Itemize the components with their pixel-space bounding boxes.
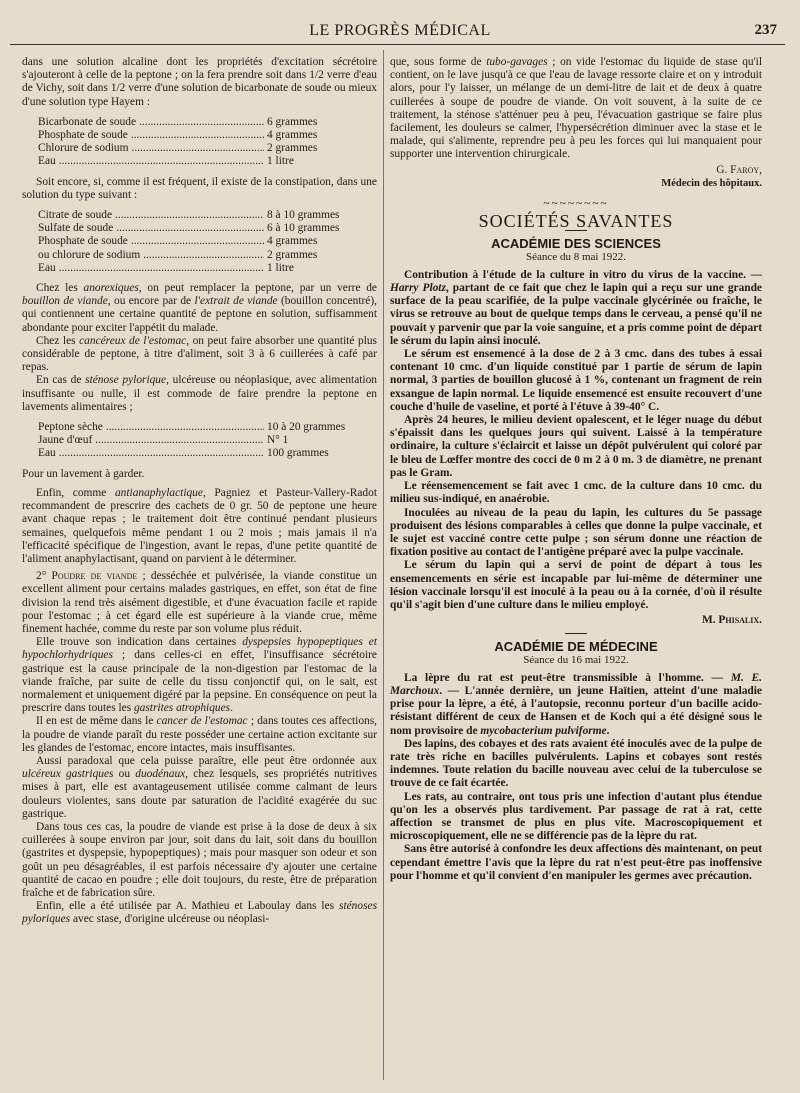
paragraph: 2° Poudre de viande ; desséchée et pulvérisée, la viande constitue un excellent aliment pour certains malades gastriques, en effet, son état de fine division la rend très aisément digestible, et d'une évacuation facile et rapide pour l'estomac ; à cet égard elle est supérieure à la viande crue, même finement hachée, comme du reste par son volume plus réduit. — [22, 570, 377, 635]
paragraph: Le sérum du lapin qui a servi de point de départ à tous les ensemencements en série est incapable par lui-même de déterminer une lésion vaccinale lorsqu'il est inoculé à la peau ou à la cornée, d'où il résulte qu'il s'agit bien d'une culture dans le milieu employé. — [390, 559, 762, 611]
author-signature: G. Faroy, — [716, 163, 762, 176]
paragraph: Les rats, au contraire, ont tous pris une infection d'autant plus étendue qu'on les a observés plus tardivement. Par passage de rat à rat, cette affection se transmet de plus en plus vite. Macroscopiquement et microscopiquement, elle ne se différencie pas de la lèpre du rat. — [390, 790, 762, 843]
recipe-row: Phosphate de soude ..... 4 grammes — [38, 235, 377, 248]
recipe-row: Citrate de soude ..... 8 à 10 grammes — [38, 209, 377, 222]
recipe-row: Sulfate de soude ..... 6 à 10 grammes — [38, 222, 377, 235]
paragraph: Aussi paradoxal que cela puisse paraître, elle peut être ordonnée aux ulcéreux gastriques ou duodénaux, chez lesquels, ses propriétés nutritives mises à part, elle est avantageusement utilisée comme calmant de leurs douleurs violentes, sans doute par saturation de l'acidité exagérée du suc gastrique. — [22, 754, 377, 820]
recipe-row: Eau ..... 1 litre — [38, 262, 377, 275]
recipe-row: Eau ..... 1 litre — [38, 155, 377, 168]
recipe-table — [38, 209, 377, 275]
academy-heading: ACADÉMIE DE MÉDECINE — [494, 639, 658, 655]
paragraph: Des lapins, des cobayes et des rats avaient été inoculés avec de la pulpe de rate très riche en bacilles pulvérulents. Lapins et cobayes sont restés indemnes. Toute relation du bacille nouveau avec celui de la tuberculose se trouve de ce fait écartée. — [390, 737, 762, 790]
column-divider — [383, 50, 384, 1080]
paragraph: En cas de sténose pylorique, ulcéreuse ou néoplasique, avec alimentation insuffisante ou nulle, il est commode de faire prendre la peptone en lavements alimentaires ; — [22, 374, 377, 413]
ornament-separator: ~~~~~~~~ — [543, 198, 609, 211]
paragraph: dans une solution alcaline dont les propriétés d'excitation sécrétoire s'ajouteront à celle de la peptone ; on la fera prendre soit dans 1/2 verre d'eau de Vichy, soit dans 1/2 verre d'une solution de bicarbonate de soude ou mieux d'une solution type Hayem : — [22, 56, 377, 108]
recipe-table — [38, 116, 377, 169]
academy-heading: ACADÉMIE DES SCIENCES — [491, 236, 661, 252]
paragraph: Le sérum est ensemencé à la dose de 2 à 3 cmc. dans des tubes à essai contenant 10 cmc. d'un liquide constitué par 1 partie de sérum de lapin normal, 3 parties de bouillon glucosé à 1 %, contenant un fragment de rein exsangue de lapin normal. Le liquide ensemencé est ensuite recouvert d'une couche d'huile de vaseline, et porté à l'étuve à 39-40° C. — [390, 348, 762, 413]
recipe-row: Peptone sèche ..... 10 à 20 grammes — [38, 421, 377, 434]
recipe-row: Eau ..... 100 grammes — [38, 447, 377, 460]
recipe-row: Phosphate de soude ..... 4 grammes — [38, 129, 377, 142]
recipe-row: Jaune d'œuf ..... N° 1 — [38, 434, 377, 447]
paragraph: que, sous forme de tubo-gavages ; on vide l'estomac du liquide de stase qu'il contient, on le lave jusqu'à ce que l'eau de lavage ressorte claire et on y introduit alors, pour l'y laisser, un mélange de un demi-litre de lait et de deux à quatre cuillerées à soupe de poudre de viande. On voit souvent, à la suite de ce traitement, la sténose s'atténuer peu à peu, l'évacuation gastrique se faire plus facilement, les douleurs se calmer, l'hypersécrétion diminuer avec la stase et le malade, qui s'alimente, reprendre peu à peu les forces qui lui manquaient pour supporter une intervention chirurgicale. — [390, 56, 762, 161]
recipe-table — [38, 421, 377, 461]
paragraph: Après 24 heures, le milieu devient opalescent, et le léger nuage du début s'épaissit dans les quelques jours qui suivent. Laissé à la température ordinaire, la culture s'éclaircit et laisse un dépôt pulvérulent qui coloré par le bleu de Lœffer montre des cocci de 0 m 2 à 0 m. 3 de diamètre, ne prenant pas le Gram. — [390, 414, 762, 479]
page-header — [15, 22, 785, 44]
paragraph: Contribution à l'étude de la culture in vitro du virus de la vaccine. — Harry Plotz, partant de ce fait que chez le lapin qui a reçu sur une grande surface de la peau scarifiée, de la pulpe vaccinale glycérinée ou fraîche, le virus se retrouve au bout de quelque temps dans le cerveau, a pensé qu'il ne pouvait y parvenir que par la voie sanguine, et a pris comme point de départ le sérum du lapin ainsi inoculé. — [390, 268, 762, 347]
left-column — [22, 56, 377, 927]
recipe-row: Bicarbonate de soude ..... 6 grammes — [38, 116, 377, 129]
journal-title: LE PROGRÈS MÉDICAL — [309, 22, 491, 39]
paragraph: Enfin, elle a été utilisée par A. Mathieu et Laboulay dans les sténoses pyloriques avec stase, d'origine ulcéreuse ou néoplasi- — [22, 900, 377, 926]
page-number: 237 — [754, 22, 777, 38]
session-date: Séance du 16 mai 1922. — [523, 653, 629, 666]
paragraph: La lèpre du rat est peut-être transmissible à l'homme. — M. E. Marchoux. — L'année dernière, un jeune Haïtien, atteint d'une maladie prise pour la lèpre, a été, à l'autopsie, reconnu porteur d'un bacille acido-résistant différent de ceux de Hansen et de Koch qui a été désigné sous le nom provisoire de mycobacterium pulviforme. — [390, 671, 762, 737]
paragraph: Il en est de même dans le cancer de l'estomac ; dans toutes ces affections, la poudre de viande paraît du reste posséder une certaine action excitante sur les glandes de l'estomac, encore intactes, mais insuffisantes. — [22, 715, 377, 754]
paragraph: Inoculées au niveau de la peau du lapin, les cultures du 5e passage produisent des lésions comparables à celles que donne la pulpe vaccinale, et le sujet est vacciné contre cette pulpe ; son sérum donne une réaction de fixation positive au contact de l'antigène préparé avec la pulpe vaccinale. — [390, 506, 762, 559]
header-rule — [10, 44, 785, 45]
paragraph: Dans tous ces cas, la poudre de viande est prise à la dose de deux à six cuillerées à soupe environ par jour, soit dans du lait, soit dans du bouillon (gastrites et dyspepsie, hypopeptiques) ; mais pour masquer son odeur et son goût un peu désagréables, il est parfois nécessaire d'y ajouter une certaine quantité de cacao en poudre ; elle doit toujours, du reste, être de préparation fraîche et de fabrication sûre. — [22, 820, 377, 899]
paragraph: Pour un lavement à garder. — [22, 467, 145, 480]
paragraph: Soit encore, si, comme il est fréquent, il existe de la constipation, dans une solution du type suivant : — [22, 175, 377, 201]
author-signature: M. Phisalix. — [701, 614, 762, 627]
paragraph: Enfin, comme antianaphylactique, Pagniez et Pasteur-Vallery-Radot recommandent de prescrire des cachets de 0 gr. 50 de peptone une heure avant chaque repas ; le traitement doit être continué pendant plusieurs semaines, quelquefois même pendant 1 ou 2 mois ; mais jamais il n'a l'efficacité spécifique de l'ingestion, avant le repas, d'une petite quantité de l'aliment anaphylactisant, quand on parvient à le déterminer. — [22, 486, 377, 565]
section-dash — [565, 633, 587, 634]
recipe-row: ou chlorure de sodium ..... 2 grammes — [38, 249, 377, 262]
recipe-row: Chlorure de sodium ..... 2 grammes — [38, 142, 377, 155]
paragraph: Sans être autorisé à confondre les deux affections dès maintenant, on peut cependant émettre l'avis que la lèpre du rat n'est peut-être pas inoffensive pour l'homme et qu'il convient d'en manipuler les germes avec précaution. — [390, 843, 762, 882]
paragraph: Chez les cancéreux de l'estomac, on peut faire absorber une quantité plus considérable de peptone, à titre d'aliment, soit 3 à 6 cuillerées à café par repas. — [22, 334, 377, 374]
paragraph: Le réensemencement se fait avec 1 cmc. de la culture dans 10 cmc. du milieu sus-indiqué, en anaérobie. — [390, 480, 762, 506]
right-column — [390, 56, 762, 883]
paragraph: Chez les anorexiques, on peut remplacer la peptone, par un verre de bouillon de viande, ou encore par de l'extrait de viande (bouillon concentré), qui contiennent une certaine quantité de peptone en solution, suffisamment abondante pour exciter l'appétit du malade. — [22, 282, 377, 334]
author-role: Médecin des hôpitaux. — [661, 177, 762, 189]
paragraph: Elle trouve son indication dans certaines dyspepsies hypopeptiques et hypochlorhydriques ; dans celles-ci en effet, l'insuffisance sécrétoire gastrique est la cause principale de la non-digestion par l'estomac de la viande fraîche, par suite de celle du tissu conjonctif qui, on le sait, est normalement et uniquement digéré par la pepsine. En conséquence on peut la prescrire dans toutes les gastrites atrophiques. — [22, 636, 377, 715]
section-title: SOCIÉTÉS SAVANTES — [478, 211, 674, 232]
session-date: Séance du 8 mai 1922. — [526, 250, 626, 263]
